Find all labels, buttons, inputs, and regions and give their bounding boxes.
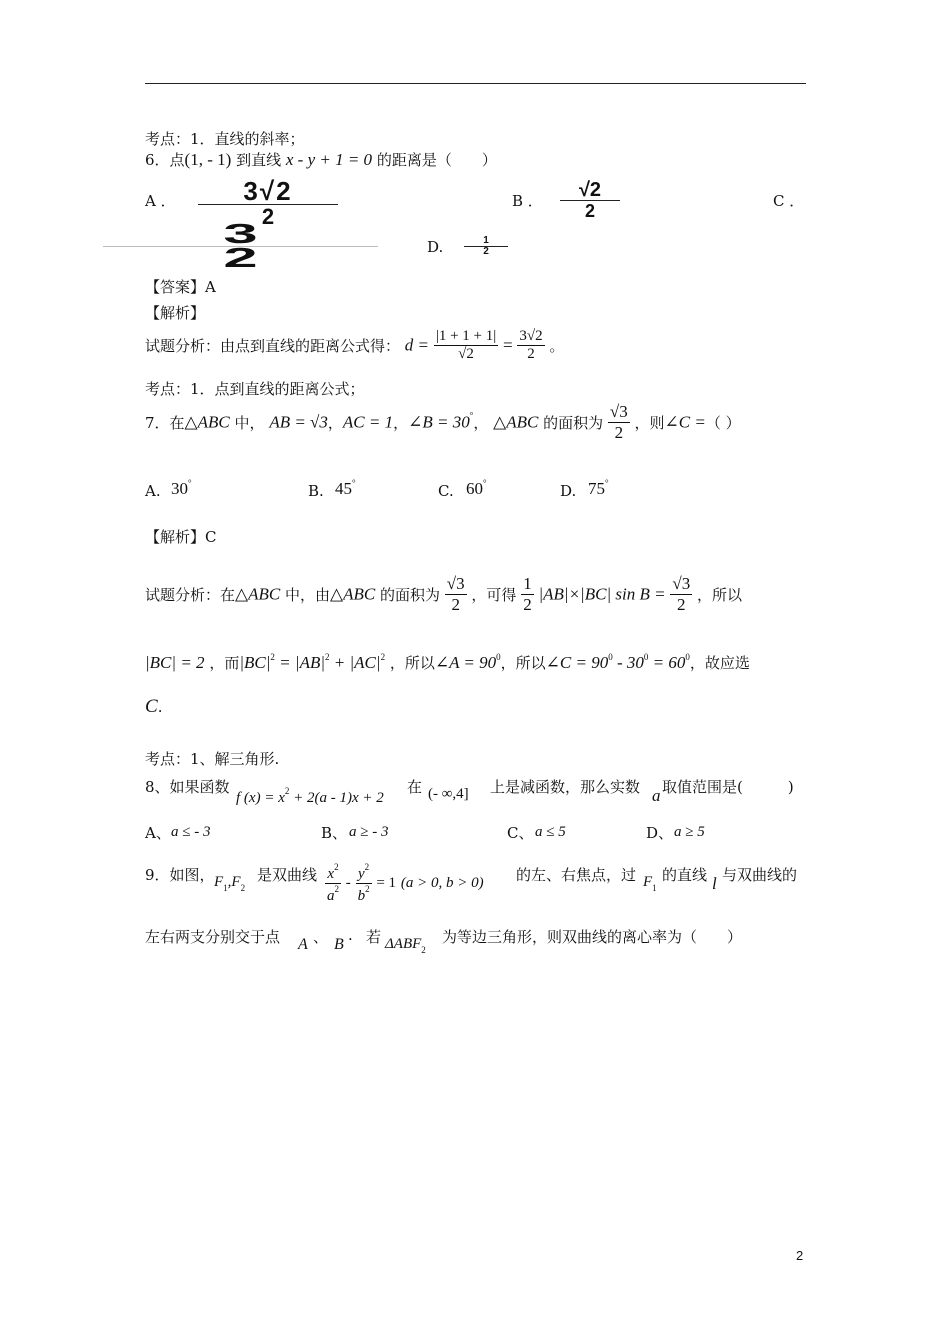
- q7-an1-rden: 2: [670, 594, 692, 615]
- q7-an2-suoyi2: ，所以: [500, 654, 546, 672]
- q6-option-a-num: 3√2: [243, 176, 293, 206]
- q8-function: [236, 786, 384, 807]
- q8-var: a: [652, 786, 661, 805]
- question-9-line1: [145, 864, 215, 885]
- q8-zai: 在: [407, 778, 423, 796]
- q6-analysis: [145, 328, 564, 363]
- q7-an1-area-frac: [445, 574, 467, 615]
- q9-ruo: 若: [366, 928, 382, 946]
- q6-option-b: [560, 180, 620, 221]
- q9-f2-sub: 2: [240, 883, 246, 893]
- q6-option-b-den: 2: [560, 200, 620, 221]
- q7-option-d: [588, 478, 609, 499]
- q7-option-b: [335, 478, 356, 499]
- q9-minus: -: [345, 875, 351, 891]
- question-6: [145, 149, 497, 170]
- q6-analysis-result: [517, 328, 544, 363]
- q7-an2-angle-a: ∠A = 90: [434, 653, 497, 672]
- q7-an2-minus: - 30: [612, 653, 644, 672]
- q8-prefix: 8、如果函数: [145, 778, 230, 796]
- q9-line2-a: 左右两支分别交于点: [145, 928, 281, 946]
- q7-an2-angle-c: ∠C = 90: [545, 653, 609, 672]
- q7-paren: （ ）: [705, 414, 741, 432]
- q7-an1-rnum: √3: [672, 574, 691, 593]
- q7-triangle: △ABC: [184, 412, 230, 432]
- q6-option-d-den: 2: [464, 246, 508, 257]
- q7-option-a-deg: °: [188, 478, 192, 488]
- kaodian-q6: 考点：1．点到直线的距离公式；: [145, 380, 365, 398]
- question-7: [145, 402, 741, 443]
- q6-analysis-end: 。: [549, 337, 565, 355]
- q6-option-c-num: 3: [223, 218, 258, 249]
- q9-end2: 为等边三角形，则双曲线的离心率为（ ）: [442, 928, 743, 946]
- q9-hyperbola: [325, 862, 484, 905]
- q9-f1-index: 1: [652, 883, 657, 893]
- q6-point: (1, - 1): [184, 150, 232, 169]
- q7-an3-c: C: [145, 696, 158, 717]
- q9-dot: .: [348, 926, 353, 944]
- q9-eq: = 1: [376, 875, 397, 891]
- q7-option-d-deg: °: [605, 478, 609, 488]
- q9-foci: $F_1,F_2$: [214, 874, 246, 893]
- q7-comma1: ，: [327, 414, 343, 432]
- q7-option-b-deg: °: [352, 478, 356, 488]
- q9-f1: [643, 874, 657, 893]
- q7-an2-eq2: = 60: [648, 653, 686, 672]
- question-8: [145, 776, 230, 797]
- q7-an1-half-den: 2: [523, 595, 532, 614]
- q8-option-b: a ≥ - 3: [349, 824, 389, 840]
- q7-option-a-label: A.: [145, 482, 161, 500]
- q9-is: 是双曲线: [257, 866, 318, 884]
- q6-mid: 到直线: [236, 151, 282, 169]
- q9-y-sq: 2: [364, 862, 370, 872]
- q6-jiexi: 【解析】: [145, 304, 206, 322]
- q7-option-a-value: 30: [171, 479, 188, 498]
- q9-line-text: 的直线: [662, 866, 708, 884]
- q7-an2-plus: + |AC|: [329, 653, 381, 672]
- q6-option-c-label: C ．: [773, 192, 805, 210]
- q7-an2-zero2: 0: [608, 652, 613, 662]
- q6-option-c-den: 2: [103, 246, 378, 269]
- q8-option-a-label: A、: [145, 824, 171, 842]
- q7-an2-end: ，故应选: [689, 654, 750, 672]
- q6-line-eq: x - y + 1 = 0: [285, 150, 373, 169]
- q9-prefix: 9．如图，: [145, 866, 215, 884]
- q7-an1-result: [670, 574, 692, 615]
- q7-area-num: √3: [609, 402, 628, 421]
- q9-triangle: [385, 936, 426, 955]
- q7-an1-suoyi: ，所以: [696, 586, 742, 604]
- q7-area-den: 2: [608, 422, 630, 443]
- q6-option-a-den: 2: [198, 204, 338, 229]
- q6-prefix: 6．点: [145, 151, 185, 169]
- q6-option-a-label: A ．: [145, 192, 176, 210]
- q7-an1-half: [521, 574, 534, 615]
- q9-end1: 与双曲线的: [722, 866, 798, 884]
- q8-option-c-label: C、: [507, 824, 534, 842]
- q7-an2-eq: = |AB|: [274, 653, 326, 672]
- q6-suffix: 的距离是（ ）: [376, 151, 497, 169]
- q9-f1-letter: F: [214, 874, 224, 890]
- q6-analysis-rnum: 3√2: [519, 328, 543, 344]
- q7-option-d-value: 75: [588, 479, 605, 498]
- q7-an1-mid: 中，由: [284, 586, 330, 604]
- q9-cond: (a > 0, b > 0): [400, 875, 484, 891]
- q9-x: x: [327, 866, 335, 882]
- q7-comma3: ，: [473, 414, 489, 432]
- q7-an2-sq3: 2: [380, 652, 386, 662]
- q6-analysis-prefix: 试题分析：由点到直线的距离公式得：: [145, 337, 401, 355]
- q6-analysis-num: |1 + 1 + 1|: [435, 328, 497, 344]
- page-number: 2: [796, 1248, 804, 1263]
- q7-option-b-label: B.: [308, 482, 324, 500]
- q7-option-a: [171, 478, 192, 499]
- q9-y: y: [357, 866, 365, 882]
- q7-analysis-line3: [145, 696, 162, 718]
- q8-option-b-label: B、: [321, 824, 348, 842]
- q6-option-d-num: 1: [483, 235, 489, 246]
- q7-deg: °: [469, 410, 474, 421]
- q7-analysis-line1: [145, 574, 742, 615]
- q6-analysis-rden: 2: [517, 345, 544, 363]
- q7-an2-suoyi: ，所以: [389, 654, 435, 672]
- q7-triangle2: △ABC: [493, 412, 539, 432]
- q7-ab: AB = √3: [269, 412, 328, 432]
- q7-zhong: 中，: [234, 414, 265, 432]
- q7-an1-triangle: △ABC: [235, 584, 281, 604]
- q9-a: a: [327, 888, 335, 904]
- q9-point-a: A: [298, 936, 308, 953]
- q7-option-d-label: D.: [560, 482, 577, 500]
- q9-mid: 的左、右焦点，过: [516, 866, 637, 884]
- q7-angle-c: ∠C =: [664, 412, 706, 432]
- q9-y-frac: [356, 862, 372, 905]
- q7-prefix: 7．在: [145, 414, 185, 432]
- q8-option-d-label: D、: [646, 824, 674, 842]
- q7-an1-prefix: 试题分析：在: [145, 586, 236, 604]
- q6-analysis-den: √2: [434, 345, 498, 363]
- header-rule: [145, 83, 806, 84]
- q7-an2-zero1: 0: [496, 652, 501, 662]
- q8-option-c: a ≤ 5: [535, 824, 566, 840]
- q7-an2-zero3: 0: [643, 652, 649, 662]
- q9-triangle-text: ΔABF: [385, 936, 422, 952]
- q7-then: ，则: [634, 414, 665, 432]
- q8-option-a: a ≤ - 3: [171, 824, 211, 840]
- q9-sep: 、: [313, 928, 329, 946]
- q7-an1-half-num: 1: [523, 574, 532, 593]
- q6-analysis-eq: =: [503, 335, 513, 355]
- q8-mid: 上是减函数，那么实数: [490, 778, 641, 796]
- q7-ac: AC = 1: [342, 412, 394, 432]
- q6-analysis-d: d =: [404, 335, 430, 355]
- q7-option-c-label: C.: [438, 482, 454, 500]
- q7-an2-er: ，而: [209, 654, 240, 672]
- q7-an1-area: 的面积为: [379, 586, 440, 604]
- q7-an1-expr: |AB|×|BC| sin B =: [538, 584, 666, 604]
- q6-option-b-label: B ．: [512, 192, 543, 210]
- question-9-line2: [145, 926, 280, 947]
- kaodian-q5: 考点：1．直线的斜率；: [145, 130, 305, 148]
- q9-b: b: [357, 888, 366, 904]
- q9-f2-letter: F: [231, 874, 241, 890]
- q7-an1-triangle2: △ABC: [330, 584, 376, 604]
- q7-comma2: ，: [393, 414, 409, 432]
- q7-an1-num: √3: [446, 574, 465, 593]
- q8-func2: + 2(a - 1)x + 2: [289, 790, 384, 806]
- q6-answer: 【答案】A: [145, 278, 216, 296]
- q8-func: f (x) = x: [236, 790, 285, 806]
- q7-area-text: 的面积为: [543, 414, 604, 432]
- q9-f1-text: F: [643, 874, 653, 890]
- q7-analysis-line2: [145, 652, 750, 673]
- q8-interval: (- ∞,4]: [428, 786, 469, 802]
- q6-option-b-num: √2: [578, 179, 602, 201]
- q7-an2-sq1: 2: [270, 652, 275, 662]
- q9-b-sq: 2: [365, 884, 370, 894]
- q7-an2-bc: |BC| = 2: [145, 653, 205, 672]
- q7-an2-bc2: |BC|: [239, 653, 271, 672]
- q7-an1-den: 2: [445, 594, 467, 615]
- q9-x-sq: 2: [334, 862, 339, 872]
- q9-x-frac: [325, 862, 341, 905]
- q6-option-d: [464, 236, 508, 257]
- q7-an3-dot: .: [157, 698, 163, 716]
- q7-option-c-deg: °: [483, 478, 487, 488]
- q7-option-c: [466, 478, 487, 499]
- q6-option-c: [178, 218, 303, 273]
- q7-an2-zero4: 0: [685, 652, 690, 662]
- q7-an2-sq2: 2: [325, 652, 330, 662]
- q8-func-sq: 2: [284, 786, 290, 796]
- q9-f1-sub: 1: [223, 883, 228, 893]
- q8-option-d: a ≥ 5: [674, 824, 705, 840]
- q6-option-d-label: D.: [427, 238, 444, 256]
- q9-l: l: [712, 874, 717, 893]
- q9-point-b: B: [334, 936, 344, 953]
- q7-an1-kede: ，可得: [471, 586, 517, 604]
- q7-option-c-value: 60: [466, 479, 483, 498]
- q6-analysis-frac: [434, 328, 498, 363]
- q7-option-b-value: 45: [335, 479, 352, 498]
- kaodian-q7: 考点：1、解三角形.: [145, 750, 280, 768]
- q9-a-sq: 2: [334, 884, 339, 894]
- q7-angle-b: ∠B = 30: [408, 412, 470, 432]
- q8-suffix: 取值范围是( ): [662, 778, 794, 796]
- q7-jiexi: 【解析】C: [145, 528, 217, 546]
- q9-triangle-sub: 2: [421, 945, 426, 955]
- q7-area-frac: [608, 402, 630, 443]
